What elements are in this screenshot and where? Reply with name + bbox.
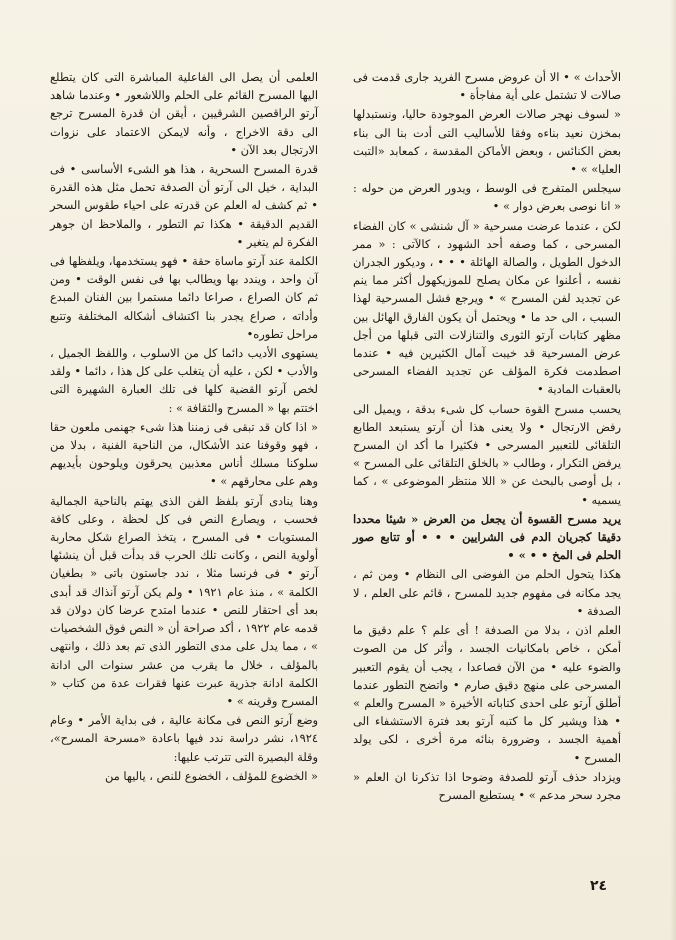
paragraph: العلمى أن يصل الى الفاعلية المباشرة التى كان يتطلع اليها المسرح القائم على الحلم واللاشعور • وعندما شاهد آرتو الراقصين الشرقيين ، أيقن ان قدرة المسرح ترجع الى دقة الاخراج ، وأنه لايمكن الاعتماد على نزوات الارتجال بعد الآن • [50, 70, 318, 157]
paragraph: قدرة المسرح السحرية ، هذا هو الشىء الأساسى • فى البداية ، خيل الى آرتو أن الصدفة تحمل مثل هذه القدرة • ثم كشف له العلم عن قدرته على احياء طقوس السحر القديم الدقيقة • هكذا تم التطور ، والملاحظ ان جوهر الفكرة لم يتغير • [50, 162, 318, 249]
paragraph: « لسوف نهجر صالات العرض الموجودة حاليا، ونستبدلها بمخزن نعيد بناءه وفقا للأساليب التى أدت بنا الى بناء بعض الكنائس ، وبعض الأماكن المقدسة ، كمعابد «التبت العليا» » • [353, 107, 621, 177]
paragraph: سيجلس المتفرج فى الوسط ، ويدور العرض من حوله : « انا نوصى بعرض دوار » • [353, 181, 621, 214]
page-number: ٢٤ [590, 878, 608, 894]
paragraph: لكن ، عندما عرضت مسرحية « آل شنشى » كان الفضاء المسرحى ، كما وصفه أحد الشهود ، كالآتى : « ممر الدخول الطويل ، والصالة الهائلة • • • ، وديكور الجدران نفسه ، أعلنوا عن مكان يصلح للموزيكهول أكثر مما ينم عن تجديد لفن المسرح » • ويرجع فشل المسرحية لهذا السبب ، الى حد ما • ويحتمل أن يكون الفارق الهائل بين مظهر كتابات آرتو الثورى والتنازلات التى قبلها من أجل عرض المسرحية قد خيبت آمال الكثيرين فيه • عندما اصطدمت فكرة المؤلف عن تجديد الفضاء المسرحى بالعقبات المادية • [353, 218, 621, 397]
paragraph: « الخضوع للمؤلف ، الخضوع للنص ، ياليها من [104, 768, 318, 783]
paragraph: العلم اذن ، بدلا من الصدفة ! أى علم ؟ علم دقيق ما أمكن ، خاص بامكانيات الجسد ، وأثر كل من الصوت والضوء عليه • من الآن فصاعدا ، يجب أن يقوم التعبير المسرحى على منهج دقيق صارم • واتضح التطور عندما أطلق آرتو على احدى كتاباته الأخيرة « المسرح والعلم » • هذا ويشير كل ما كتبه آرتو بعد فترة الاستشفاء الى أهمية الجسد ، وضرورة بنائه مرة أخرى ، لكى يولد المسرح • [353, 623, 621, 765]
paragraph: ويزداد حذف آرتو للصدفة وضوحا اذا تذكرنا ان العلم « مجرد سحر مدعم » • يستطيع المسرح [353, 769, 621, 802]
paragraph: يريد مسرح القسوة أن يجعل من العرض « شيئا محددا دقيقا كجريان الدم فى الشرايين • • • أو تتابع صور الحلم فى المخ • • » • [353, 511, 621, 563]
paragraph: وهنا ينادى آرتو بلفظ الفن الذى يهتم بالناحية الجمالية فحسب ، ويصارع النص فى كل لحظة ، وعلى كافة المستويات • فى المسرح ، يتخذ الصراع شكل محاربة أولوية النص ، وكانت تلك الحرب قد بدأت قبل أن ينشئها آرتو • فى فرنسا مثلا ، ندد جاستون باتى « بطغيان الكلمة » ، منذ عام ١٩٢١ • ولم يكن آرتو آنذاك قد أبدى بعد أى احتقار للنص • عندما امتدح عرضا كان دولان قد قدمه عام ١٩٢٢ ، أكد صراحة أن « النص فوق الشخصيات » ، مما يدل على مدى التطور الذى تم بعد ذلك ، وانتهى بالمؤلف ، خلال ما يقرب من عشر سنوات الى ادانة الكلمة ادانة جذرية عبرت عنها فقرات عدة من كتاب « المسرح وقرينه » • [50, 493, 318, 708]
left-text-column [50, 68, 318, 786]
page-edge-shadow [670, 0, 676, 940]
paragraph: يحسب مسرح القوة حساب كل شىء بدقة ، ويميل الى رفض الارتجال • ولا يعنى هذا أن آرتو يستبعد الطابع التلقائى للتعبير المسرحى • فكثيرا ما أكد ان المسرح يرفض التكرار ، وطالب « بالخلق التلقائى على المسرح » ، بل أوصى بالبحث عن « اللا منتظر الموضوعى » ، كما يسميه • [353, 401, 621, 507]
paragraph: وضع آرتو النص فى مكانة عالية ، فى بداية الأمر • وعام ١٩٢٤، نشر دراسة ندد فيها باعادة «مسرحة المسرح»، وقلة البصيرة التى تترتب عليها: [50, 713, 318, 764]
paragraph: هكذا يتحول الحلم من الفوضى الى النظام • ومن ثم ، يجد مكانه فى مفهوم جديد للمسرح ، قائم على العلم ، لا الصدفة • [353, 567, 621, 618]
paragraph: الكلمة عند آرتو ماساة حقة • فهو يستخدمها، ويلفظها فى آن واحد ، ويندد بها ويطالب بها فى نفس الوقت • ومن ثم كان الصراع ، صراعا دائما مستمرا بين الفنان المبدع وأداته ، صراع يجدر بنا اكتشاف أشكاله المختلفة وتتبع مراحل تطوره• [50, 254, 318, 341]
right-text-column [353, 68, 621, 805]
paragraph: الأحداث » • الا أن عروض مسرح الفريد جارى قدمت فى صالات لا تشتمل على أية مفاجأة • [353, 70, 621, 103]
paragraph: يستهوى الأديب دائما كل من الاسلوب ، واللفظ الجميل ، والأدب • لكن ، عليه أن يتغلب على كل هذا ، دائما • ولقد لخص آرتو القضية كلها فى تلك العبارة الشهيرة التى اختتم بها « المسرح والثقافة » : [50, 346, 318, 415]
paragraph: « اذا كان قد تبقى فى زمننا هذا شىء جهنمى ملعون حقا ، فهو وقوفنا عند الأشكال، من الناحية الفنية ، بدلا من سلوكنا مسلك أناس معذبين يحرقون ويلوحون بأيديهم وهم على محارقهم » • [50, 419, 318, 489]
